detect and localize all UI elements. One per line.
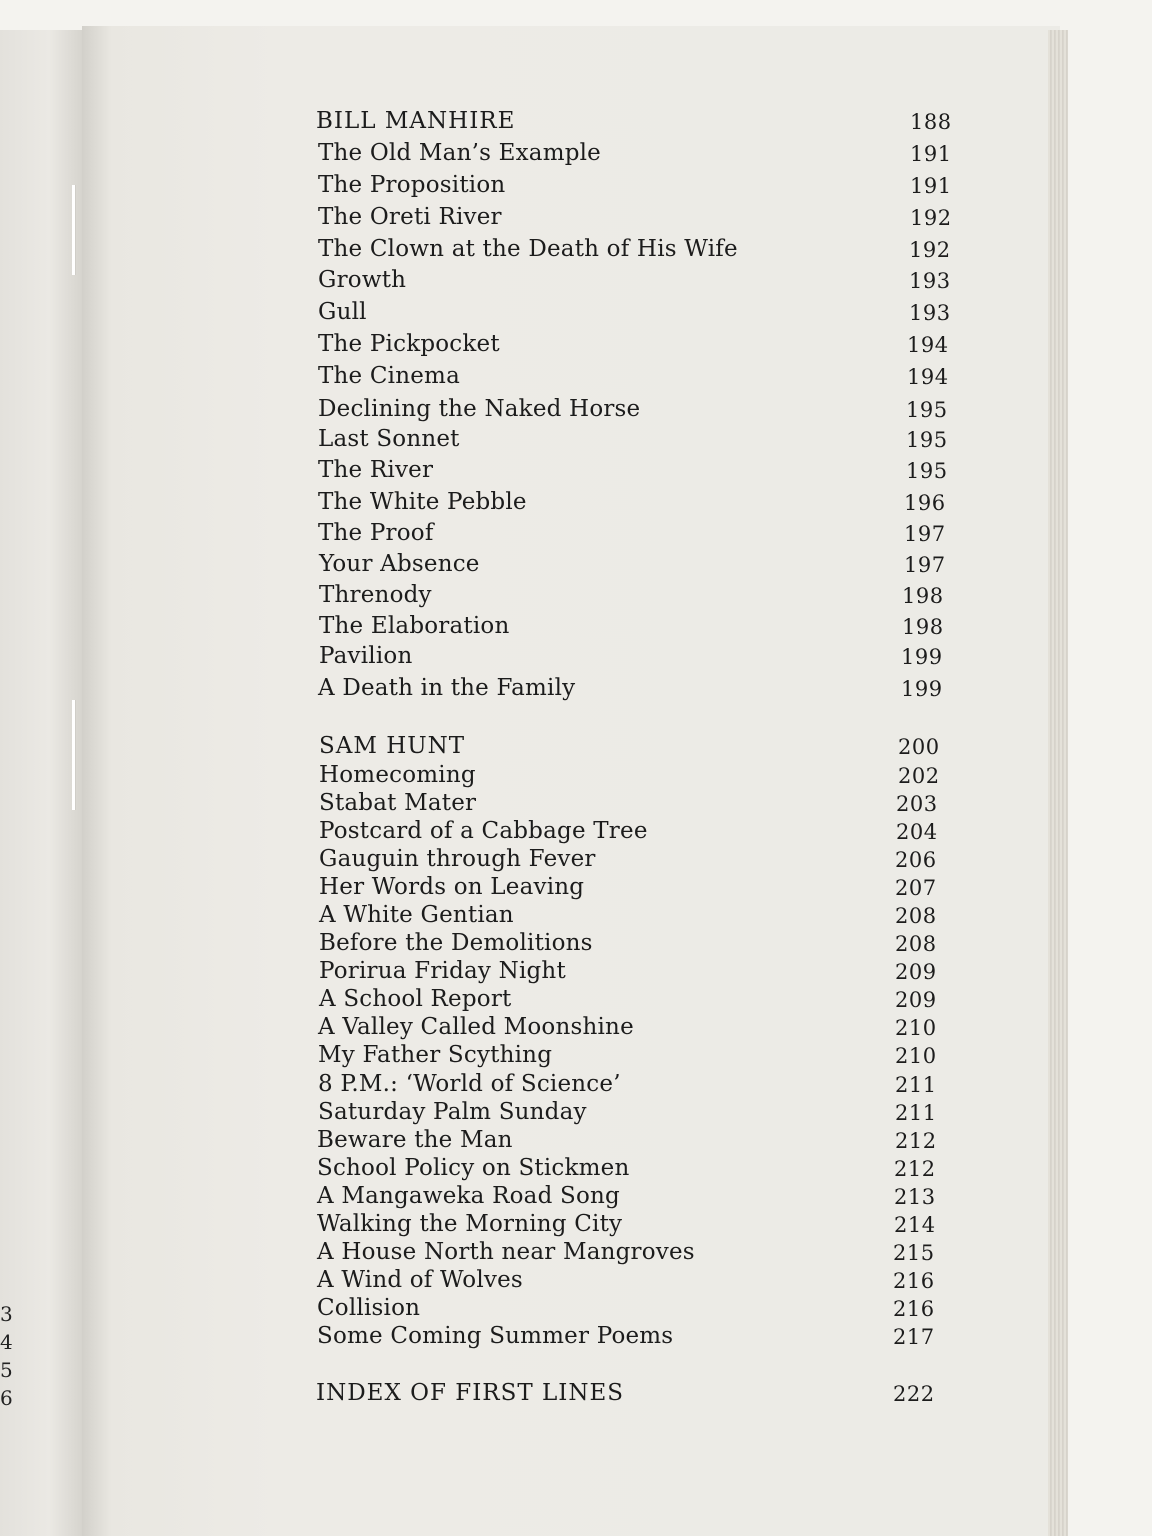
toc-entry <box>317 1239 943 1269</box>
page-number: 197 <box>904 522 946 546</box>
toc-entry <box>319 930 945 960</box>
page-number: 209 <box>895 988 937 1012</box>
entry-title: The Old Man’s Example <box>318 140 601 166</box>
page-number: 217 <box>893 1325 935 1349</box>
toc-index-entry <box>316 1380 943 1410</box>
page-number: 211 <box>895 1073 937 1097</box>
entry-title: Gull <box>318 299 367 325</box>
toc-entry <box>318 675 951 705</box>
page-number: 212 <box>895 1129 937 1153</box>
toc-entry <box>318 457 956 487</box>
page-number: 207 <box>895 876 937 900</box>
toc-entry <box>319 874 945 904</box>
page-number: 195 <box>906 428 948 452</box>
entry-title: Declining the Naked Horse <box>318 396 641 422</box>
page-number: 212 <box>894 1157 936 1181</box>
margin-mark: 4 <box>0 1330 13 1354</box>
toc-entry <box>319 846 945 876</box>
page-number: 198 <box>902 615 944 639</box>
entry-title: A House North near Mangroves <box>317 1239 695 1265</box>
entry-title: Saturday Palm Sunday <box>318 1099 587 1125</box>
toc-entry <box>318 140 960 170</box>
entry-title: The Pickpocket <box>318 331 500 357</box>
entry-title: Her Words on Leaving <box>319 874 585 900</box>
toc-entry <box>319 582 952 612</box>
toc-entry <box>319 551 954 581</box>
toc-entry <box>318 1042 945 1072</box>
entry-title: Walking the Morning City <box>317 1211 623 1237</box>
entry-title: Homecoming <box>319 762 476 788</box>
toc-entry <box>318 1014 945 1044</box>
page-number: 216 <box>893 1297 935 1321</box>
entry-title: 8 P.M.: ‘World of Science’ <box>318 1071 621 1097</box>
toc-entry <box>318 236 959 266</box>
page-number: 196 <box>904 491 946 515</box>
entry-title: Stabat Mater <box>319 790 477 816</box>
page-number: 213 <box>894 1185 936 1209</box>
page-number: 200 <box>898 735 940 759</box>
entry-title: The Clown at the Death of His Wife <box>318 236 738 262</box>
page-number: 192 <box>910 206 952 230</box>
entry-title: Your Absence <box>319 551 480 577</box>
page-number: 194 <box>907 365 949 389</box>
page-number: 192 <box>909 238 951 262</box>
margin-mark: 5 <box>0 1358 13 1382</box>
entry-title: Collision <box>317 1295 421 1321</box>
page-number: 204 <box>896 820 938 844</box>
toc-entry <box>318 1071 945 1101</box>
page-number: 202 <box>898 764 940 788</box>
margin-mark: 3 <box>0 1302 13 1326</box>
page-number: 208 <box>895 904 937 928</box>
entry-title: Threnody <box>319 582 432 608</box>
entry-title: The White Pebble <box>318 489 527 515</box>
page-number: 191 <box>910 142 952 166</box>
toc-entry <box>318 426 956 456</box>
entry-title: The Proof <box>318 520 434 546</box>
page-number: 215 <box>893 1241 935 1265</box>
entry-title: School Policy on Stickmen <box>317 1155 630 1181</box>
section-heading: SAM HUNT <box>319 733 466 759</box>
page-number: 193 <box>909 301 951 325</box>
entry-title: The Cinema <box>318 363 460 389</box>
page-number: 198 <box>902 584 944 608</box>
page-number: 222 <box>893 1382 935 1406</box>
page-number: 199 <box>901 645 943 669</box>
entry-title: The River <box>318 457 434 483</box>
toc-entry <box>319 902 945 932</box>
toc-entry <box>317 1183 944 1213</box>
page-number: 203 <box>896 792 938 816</box>
toc-entry <box>319 818 946 848</box>
toc-section-heading <box>316 108 960 138</box>
entry-title: Postcard of a Cabbage Tree <box>319 818 648 844</box>
toc-entry <box>318 396 956 426</box>
entry-title: My Father Scything <box>318 1042 553 1068</box>
entry-title: Some Coming Summer Poems <box>317 1323 674 1349</box>
page-number: 210 <box>895 1044 937 1068</box>
page-number: 197 <box>904 553 946 577</box>
entry-title: Before the Demolitions <box>319 930 593 956</box>
page-number: 209 <box>895 960 937 984</box>
toc-entry <box>319 986 945 1016</box>
toc-entry <box>317 1295 943 1325</box>
entry-title: A Death in the Family <box>318 675 576 701</box>
toc-section-heading <box>319 733 948 763</box>
toc-entry <box>319 613 952 643</box>
toc-entry <box>318 489 954 519</box>
entry-title: Gauguin through Fever <box>319 846 596 872</box>
toc-entry <box>317 1211 944 1241</box>
entry-title: Pavilion <box>319 643 413 669</box>
section-heading: INDEX OF FIRST LINES <box>316 1380 625 1406</box>
page-number: 199 <box>901 677 943 701</box>
page-number: 193 <box>909 269 951 293</box>
entry-title: A Mangaweka Road Song <box>317 1183 620 1209</box>
page-number: 195 <box>906 398 948 422</box>
page-number: 206 <box>895 848 937 872</box>
page-number: 191 <box>910 174 952 198</box>
toc-entry <box>318 172 960 202</box>
toc-entry <box>318 267 959 297</box>
entry-title: The Proposition <box>318 172 506 198</box>
page-number: 194 <box>907 333 949 357</box>
page-number: 188 <box>910 110 952 134</box>
page-number: 195 <box>906 459 948 483</box>
page-number: 214 <box>894 1213 936 1237</box>
toc-entry <box>317 1155 944 1185</box>
toc-entry <box>318 363 957 393</box>
toc-entry <box>319 762 948 792</box>
toc-entry <box>317 1127 945 1157</box>
page-number: 216 <box>893 1269 935 1293</box>
entry-title: The Oreti River <box>318 204 502 230</box>
page-number: 210 <box>895 1016 937 1040</box>
entry-title: Beware the Man <box>317 1127 513 1153</box>
entry-title: Porirua Friday Night <box>319 958 566 984</box>
toc-entry <box>319 958 945 988</box>
entry-title: A School Report <box>319 986 512 1012</box>
toc-entry <box>318 520 954 550</box>
entry-title: A Wind of Wolves <box>317 1267 523 1293</box>
entry-title: A Valley Called Moonshine <box>318 1014 634 1040</box>
entry-title: Last Sonnet <box>318 426 460 452</box>
page-number: 208 <box>895 932 937 956</box>
toc-entry <box>318 299 959 329</box>
toc-entry <box>317 1267 943 1297</box>
entry-title: A White Gentian <box>319 902 514 928</box>
entry-title: Growth <box>318 267 407 293</box>
margin-mark: 6 <box>0 1386 13 1410</box>
toc-entry <box>318 331 957 361</box>
section-heading: BILL MANHIRE <box>316 108 516 134</box>
entry-title: The Elaboration <box>319 613 510 639</box>
toc-entry <box>319 790 946 820</box>
toc-entry <box>318 204 960 234</box>
page-number: 211 <box>895 1101 937 1125</box>
toc-entry <box>317 1323 943 1353</box>
toc-entry <box>318 1099 945 1129</box>
toc-entry <box>319 643 951 673</box>
